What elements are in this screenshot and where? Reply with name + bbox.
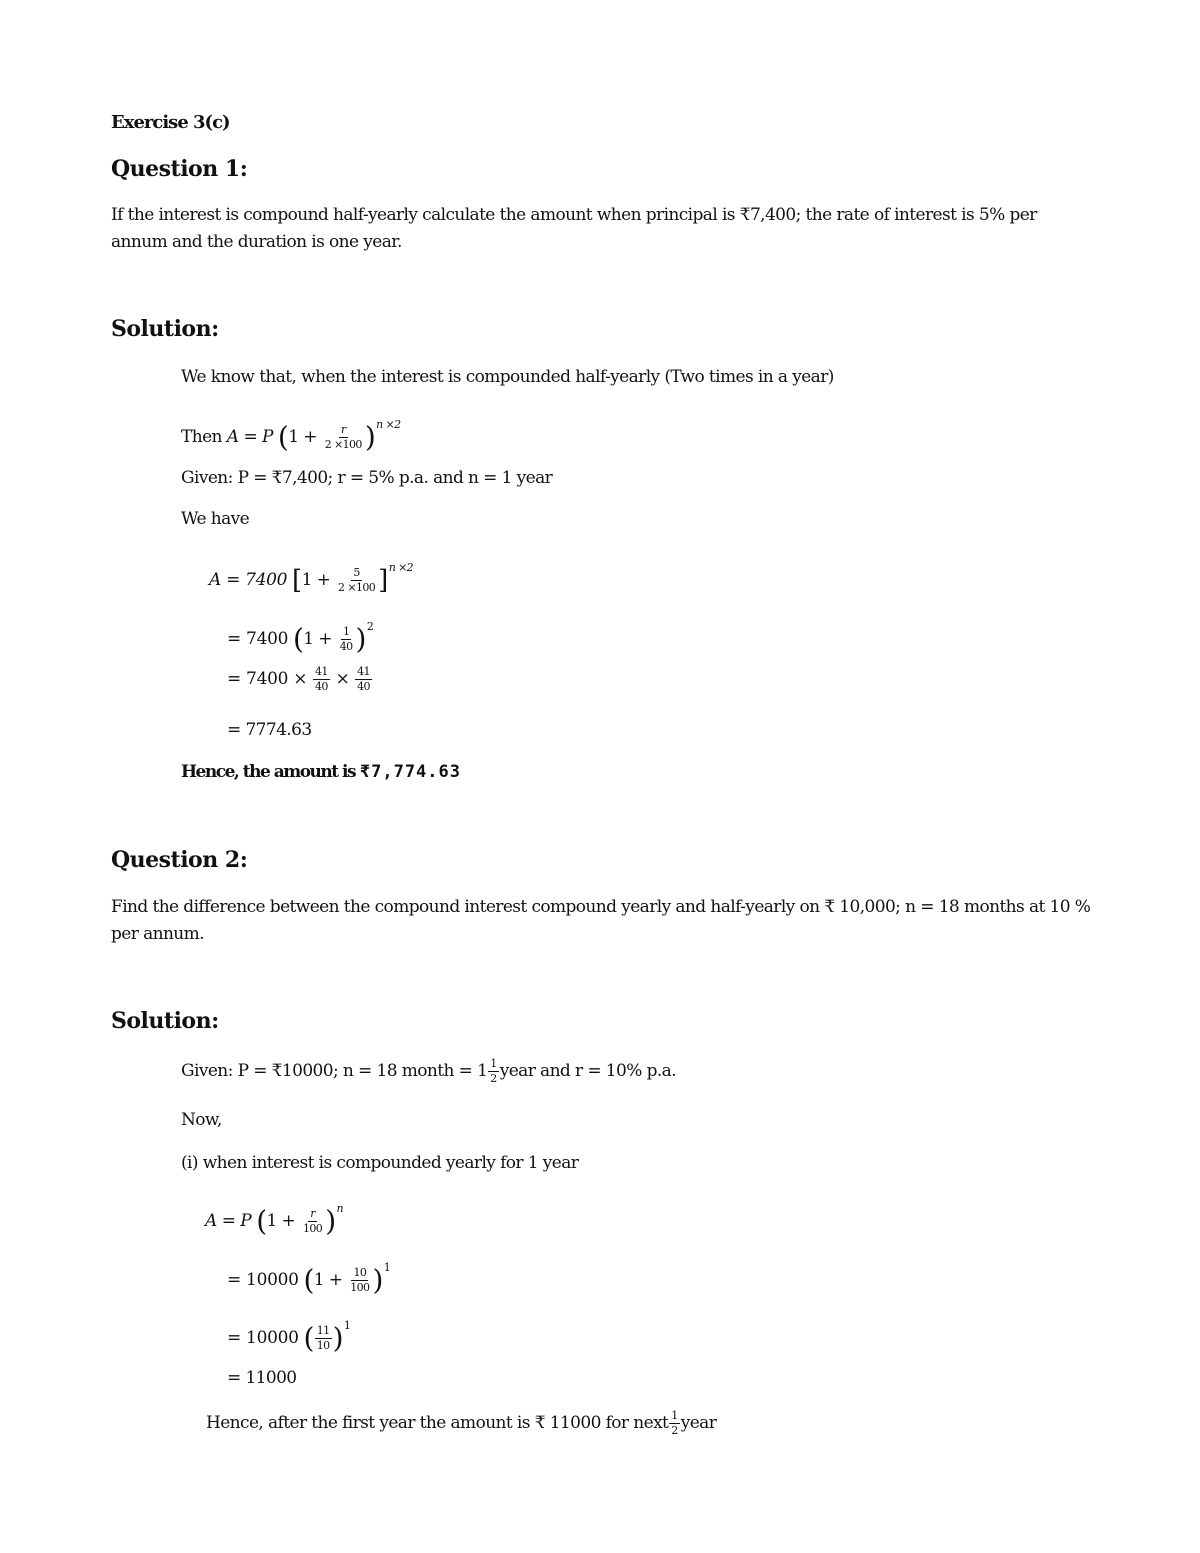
exercise-title: Exercise 3(c) [111,112,230,133]
question-1-heading: Question 1: [111,156,248,182]
solution-1-intro: We know that, when the interest is compounded half-yearly (Two times in a year) [181,367,834,387]
given-values-1: Given: P = ₹7,400; r = 5% p.a. and n = 1 year [181,468,553,488]
step-4: = 7774.63 [227,720,312,740]
we-have-label: We have [181,509,250,529]
hence-line: Hence, after the first year the amount is ₹ 11000 for next $\frac{1}{2}$ year [206,1409,717,1437]
solution-1-heading: Solution: [111,316,219,342]
step-2: = 7400 (1 + $\frac{1}{40}$ )$^2$ [227,620,374,656]
rate-fraction: $\frac{r}{2 \times 100}$ [324,423,362,451]
step-2-2: = 10000 (1 + $\frac{10}{100}$ )$^1$ [227,1261,391,1297]
given-values-2: Given: P = ₹10000; n = 18 month = 1 $\frac{1}{2}$ year and r = 10% p.a. [181,1057,676,1085]
question-2-text: Find the difference between the compound interest compound yearly and half-yearly on ₹ 10,000; n = 18 months at 10 % per annum. [111,897,1091,944]
solution-2-heading: Solution: [111,1008,219,1034]
step-2-4: = 11000 [227,1368,297,1388]
question-2-heading: Question 2: [111,847,248,873]
then-label: Then [181,427,222,447]
formula-half-yearly: Then A = P (1 + $\frac{r}{2 \times 100}$ )$^{n \times 2}$ [181,418,401,454]
formula-yearly: A = P (1 + $\frac{r}{100}$ )$^n$ [205,1202,344,1238]
question-1-text: If the interest is compound half-yearly calculate the amount when principal is ₹7,400; the rate of interest is 5% per annum and the duration is one year. [111,205,1037,252]
case-1-label: (i) when interest is compounded yearly for 1 year [181,1153,579,1173]
step-2-3: = 10000 ( $\frac{11}{10}$ )$^1$ [227,1319,351,1355]
step-3: = 7400 × $\frac{41}{40}$ × $\frac{41}{40}$ [227,665,370,693]
now-label: Now, [181,1110,222,1130]
result-1: Hence, the amount is ₹7,774.63 [181,762,461,782]
step-1: A = 7400 [1 + $\frac{5}{2 \times 100}$ ]$^{n \times 2}$ [209,561,414,596]
